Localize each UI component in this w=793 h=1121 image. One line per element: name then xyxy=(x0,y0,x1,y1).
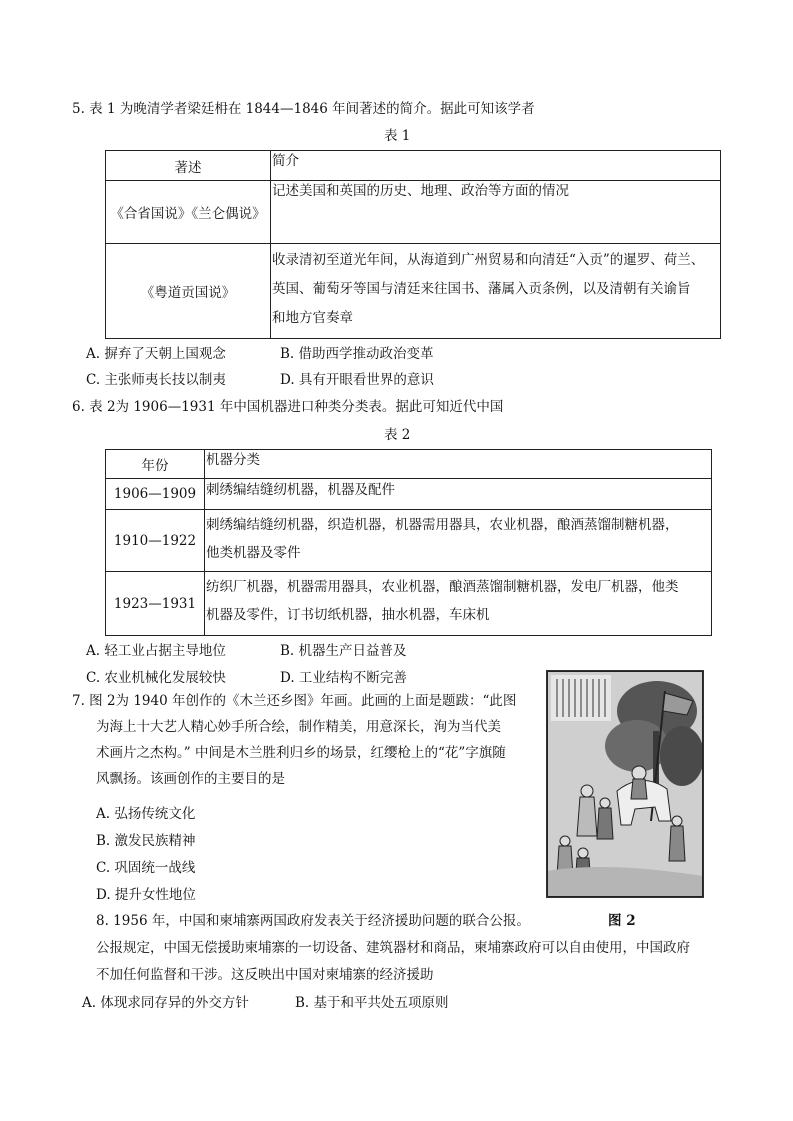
table1-caption: 表 1 xyxy=(384,128,411,144)
table-cell: 《合省国说》《兰仑偶说》 xyxy=(106,181,271,244)
q5-option-d: D. 具有开眼看世界的意识 xyxy=(280,372,434,388)
q5-option-c: C. 主张师夷长技以制夷 xyxy=(86,372,226,388)
table-header-cell: 年份 xyxy=(106,450,205,479)
q6-option-d: D. 工业结构不断完善 xyxy=(280,670,407,686)
q6-option-a: A. 轻工业占据主导地位 xyxy=(86,643,226,659)
q5-option-a: A. 摒弃了天朝上国观念 xyxy=(86,346,226,362)
table-2 xyxy=(105,449,712,636)
q6-stem: 6. 表 2为 1906—1931 年中国机器进口种类分类表。据此可知近代中国 xyxy=(72,399,504,415)
table-cell-year: 1906—1909 xyxy=(106,479,205,510)
table-cell-line: 英国、葡萄牙等国与清廷来往国书、藩属入贡条例，以及清朝有关谕旨 xyxy=(272,281,691,297)
q8-option-b: B. 基于和平共处五项原则 xyxy=(295,995,449,1011)
table-cell-year: 1923—1931 xyxy=(106,572,205,636)
table2-caption: 表 2 xyxy=(384,427,411,443)
q7-line: 风飘扬。该画创作的主要目的是 xyxy=(96,771,285,787)
table-cell-line: 刺绣编结缝纫机器，织造机器，机器需用器具，农业机器，酿酒蒸馏制糖机器， xyxy=(206,517,679,533)
q7-line: 为海上十大艺人精心妙手所合绘，制作精美，用意深长，洵为当代美 xyxy=(96,719,501,735)
q5-option-b: B. 借助西学推动政治变革 xyxy=(280,346,434,362)
figure-2-painting xyxy=(546,670,704,898)
q8-line3: 不加任何监督和干涉。这反映出中国对柬埔寨的经济援助 xyxy=(96,967,434,983)
q7-stem xyxy=(72,688,516,792)
table-cell-year: 1910—1922 xyxy=(106,510,205,572)
table-row xyxy=(106,450,712,479)
table-row xyxy=(106,510,712,572)
q7-option-b: B. 激发民族精神 xyxy=(96,833,196,849)
table-cell-line: 纺织厂机器，机器需用器具，农业机器，酿酒蒸馏制糖机器，发电厂机器，他类 xyxy=(206,579,679,595)
table-cell-line: 和地方官奏章 xyxy=(272,310,353,326)
table-row xyxy=(106,151,721,181)
q7-line: 7. 图 2为 1940 年创作的《木兰还乡图》年画。此画的上面是题跋：“此图 xyxy=(72,693,517,709)
table-row xyxy=(106,181,721,244)
table-row xyxy=(106,479,712,510)
table-cell: 记述美国和英国的历史、地理、政治等方面的情况 xyxy=(271,181,721,244)
table-cell xyxy=(205,572,712,636)
q6-option-c: C. 农业机械化发展较快 xyxy=(86,670,226,686)
q6-option-b: B. 机器生产日益普及 xyxy=(280,643,407,659)
q5-stem: 5. 表 1 为晚清学者梁廷枏在 1844—1846 年间著述的简介。据此可知该学者 xyxy=(72,101,535,117)
table-cell xyxy=(271,244,721,339)
q8-line2: 公报规定，中国无偿援助柬埔寨的一切设备、建筑器材和商品，柬埔寨政府可以自由使用，中国政府 xyxy=(96,940,690,956)
table-cell: 《粤道贡国说》 xyxy=(106,244,271,339)
painting-illustration xyxy=(547,671,703,897)
table-header-cell: 简介 xyxy=(271,151,721,181)
table-cell: 刺绣编结缝纫机器，机器及配件 xyxy=(205,479,712,510)
table-row xyxy=(106,244,721,339)
figure-2-caption: 图 2 xyxy=(608,913,636,929)
table-row xyxy=(106,572,712,636)
q7-option-d: D. 提升女性地位 xyxy=(96,887,196,903)
q7-option-c: C. 巩固统一战线 xyxy=(96,860,196,876)
table-cell-line: 他类机器及零件 xyxy=(206,545,301,561)
table-cell xyxy=(205,510,712,572)
table-cell-line: 机器及零件，订书切纸机器，抽水机器，车床机 xyxy=(206,607,490,623)
q7-option-a: A. 弘扬传统文化 xyxy=(96,806,196,822)
q8-line1: 8. 1956 年，中国和柬埔寨两国政府发表关于经济援助问题的联合公报。 xyxy=(96,913,530,929)
q8-option-a: A. 体现求同存异的外交方针 xyxy=(82,995,249,1011)
q7-line: 术画片之杰构。” 中间是木兰胜利归乡的场景，红缨枪上的“花”字旗随 xyxy=(96,745,506,761)
table-header-cell: 著述 xyxy=(106,151,271,181)
table-cell-line: 收录清初至道光年间，从海道到广州贸易和向清廷“入贡”的暹罗、荷兰、 xyxy=(272,252,705,268)
table-1 xyxy=(105,150,721,339)
table-header-cell: 机器分类 xyxy=(205,450,712,479)
